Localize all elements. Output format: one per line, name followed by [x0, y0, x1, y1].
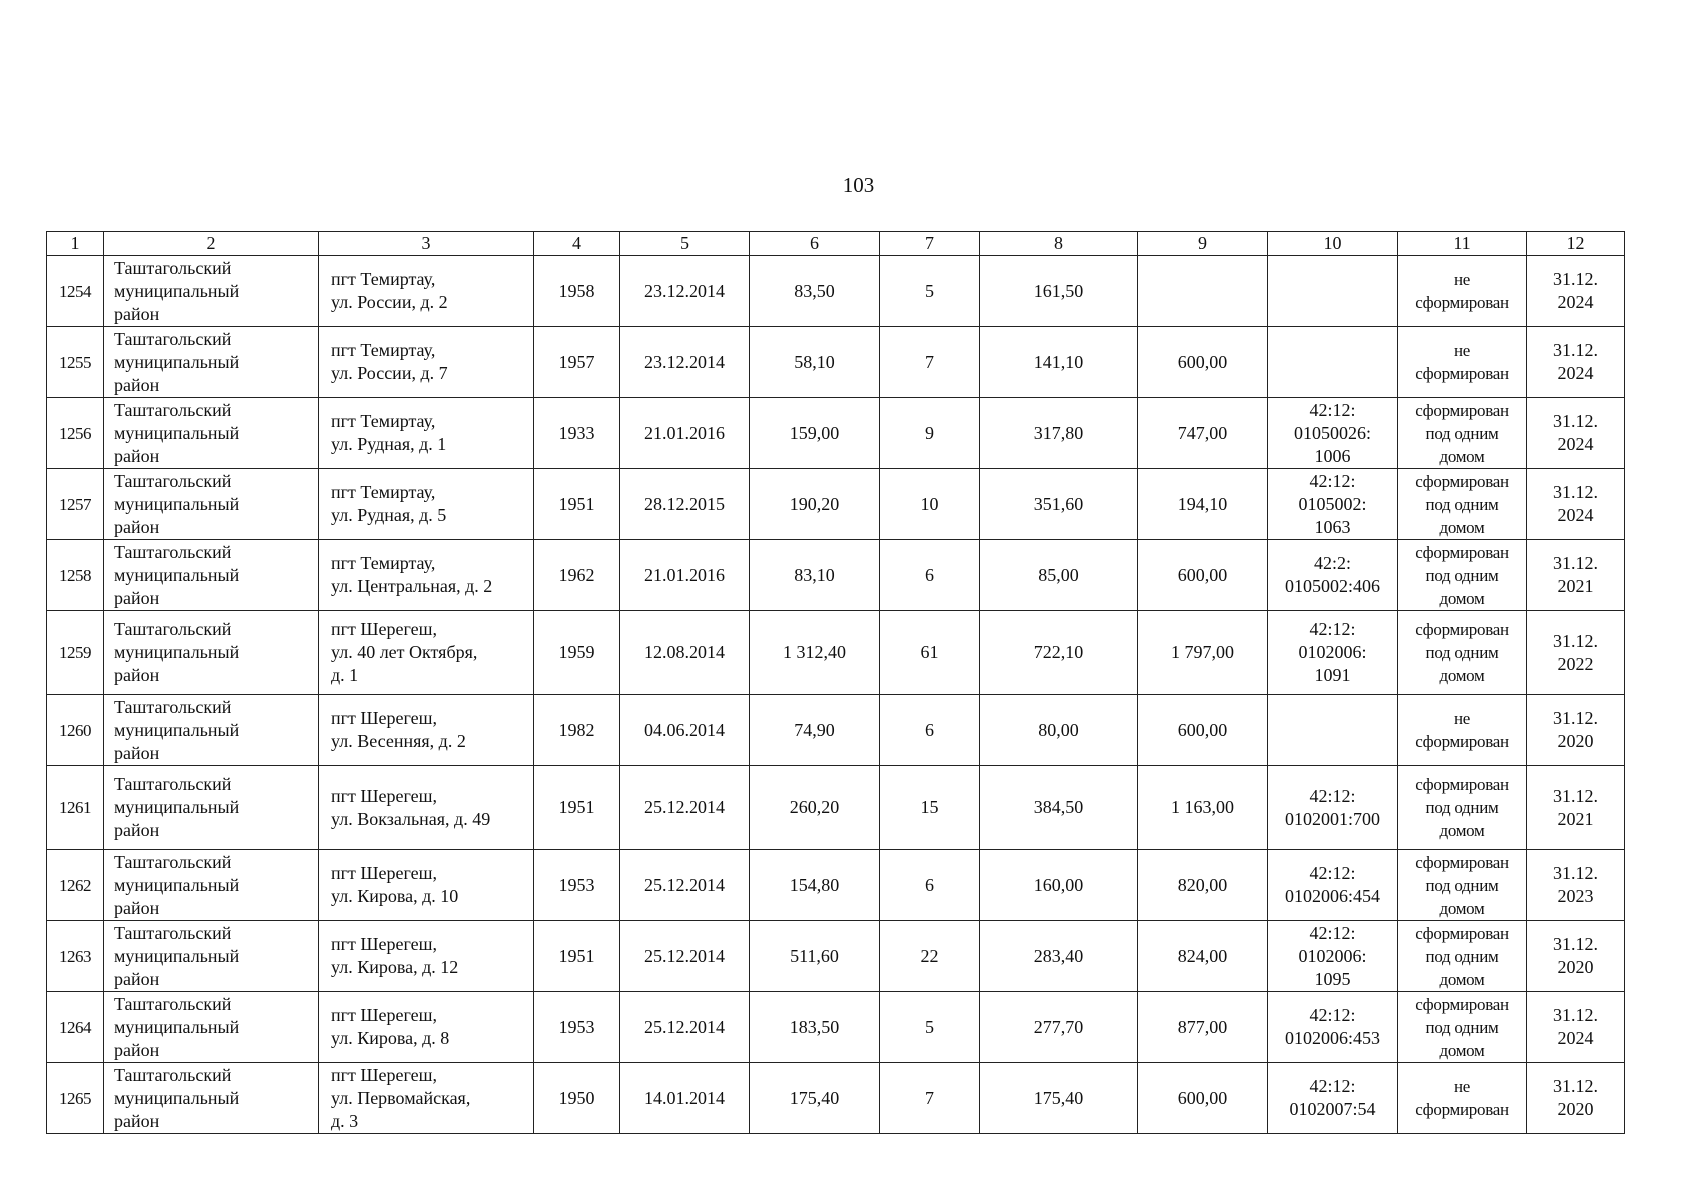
- date-cell: 25.12.2014: [620, 850, 750, 921]
- column-8-cell: 175,40: [980, 1063, 1138, 1134]
- address-cell: пгт Темиртау, ул. Рудная, д. 5: [319, 469, 534, 540]
- table-row: [47, 1063, 1625, 1134]
- build-year-cell: 1959: [534, 611, 620, 695]
- column-7-cell: 9: [880, 398, 980, 469]
- district-cell: Таштагольский муниципальный район: [104, 992, 319, 1063]
- address-cell: пгт Шерегеш, ул. Весенняя, д. 2: [319, 695, 534, 766]
- build-year-cell: 1933: [534, 398, 620, 469]
- deadline-cell: 31.12. 2022: [1527, 611, 1625, 695]
- table-row: [47, 469, 1625, 540]
- cadastral-number-cell: 42:12: 0102006: 1095: [1268, 921, 1398, 992]
- build-year-cell: 1982: [534, 695, 620, 766]
- date-cell: 25.12.2014: [620, 921, 750, 992]
- row-number-cell: 1260: [47, 695, 104, 766]
- district-cell: Таштагольский муниципальный район: [104, 1063, 319, 1134]
- column-6-cell: 159,00: [750, 398, 880, 469]
- column-9-cell: 747,00: [1138, 398, 1268, 469]
- land-plot-status-cell: сформирован под одним домом: [1398, 469, 1527, 540]
- cadastral-number-cell: [1268, 256, 1398, 327]
- column-header: 5: [620, 232, 750, 256]
- column-number-row: [47, 232, 1625, 256]
- row-number-cell: 1264: [47, 992, 104, 1063]
- column-7-cell: 6: [880, 850, 980, 921]
- column-7-cell: 15: [880, 766, 980, 850]
- column-9-cell: 194,10: [1138, 469, 1268, 540]
- date-cell: 25.12.2014: [620, 766, 750, 850]
- column-9-cell: 600,00: [1138, 1063, 1268, 1134]
- row-number-cell: 1256: [47, 398, 104, 469]
- housing-registry-table: [46, 231, 1625, 1134]
- table-row: [47, 398, 1625, 469]
- build-year-cell: 1951: [534, 469, 620, 540]
- deadline-cell: 31.12. 2023: [1527, 850, 1625, 921]
- column-header: 10: [1268, 232, 1398, 256]
- address-cell: пгт Шерегеш, ул. Кирова, д. 12: [319, 921, 534, 992]
- column-6-cell: 260,20: [750, 766, 880, 850]
- land-plot-status-cell: сформирован под одним домом: [1398, 540, 1527, 611]
- column-8-cell: 161,50: [980, 256, 1138, 327]
- build-year-cell: 1957: [534, 327, 620, 398]
- address-cell: пгт Шерегеш, ул. 40 лет Октября, д. 1: [319, 611, 534, 695]
- build-year-cell: 1962: [534, 540, 620, 611]
- build-year-cell: 1950: [534, 1063, 620, 1134]
- deadline-cell: 31.12. 2020: [1527, 921, 1625, 992]
- table-row: [47, 256, 1625, 327]
- column-9-cell: 1 797,00: [1138, 611, 1268, 695]
- column-6-cell: 511,60: [750, 921, 880, 992]
- column-7-cell: 7: [880, 327, 980, 398]
- district-cell: Таштагольский муниципальный район: [104, 327, 319, 398]
- land-plot-status-cell: сформирован под одним домом: [1398, 850, 1527, 921]
- table-row: [47, 540, 1625, 611]
- column-6-cell: 83,50: [750, 256, 880, 327]
- build-year-cell: 1951: [534, 766, 620, 850]
- table-row: [47, 695, 1625, 766]
- row-number-cell: 1265: [47, 1063, 104, 1134]
- deadline-cell: 31.12. 2020: [1527, 695, 1625, 766]
- column-7-cell: 10: [880, 469, 980, 540]
- table-row: [47, 766, 1625, 850]
- column-header: 12: [1527, 232, 1625, 256]
- address-cell: пгт Темиртау, ул. России, д. 2: [319, 256, 534, 327]
- address-cell: пгт Шерегеш, ул. Первомайская, д. 3: [319, 1063, 534, 1134]
- district-cell: Таштагольский муниципальный район: [104, 398, 319, 469]
- column-7-cell: 6: [880, 540, 980, 611]
- date-cell: 14.01.2014: [620, 1063, 750, 1134]
- column-6-cell: 190,20: [750, 469, 880, 540]
- district-cell: Таштагольский муниципальный район: [104, 850, 319, 921]
- column-6-cell: 83,10: [750, 540, 880, 611]
- build-year-cell: 1951: [534, 921, 620, 992]
- row-number-cell: 1261: [47, 766, 104, 850]
- column-6-cell: 1 312,40: [750, 611, 880, 695]
- table-row: [47, 611, 1625, 695]
- build-year-cell: 1953: [534, 850, 620, 921]
- address-cell: пгт Темиртау, ул. Центральная, д. 2: [319, 540, 534, 611]
- column-7-cell: 5: [880, 992, 980, 1063]
- date-cell: 12.08.2014: [620, 611, 750, 695]
- column-9-cell: 600,00: [1138, 540, 1268, 611]
- deadline-cell: 31.12. 2024: [1527, 327, 1625, 398]
- column-header: 4: [534, 232, 620, 256]
- row-number-cell: 1259: [47, 611, 104, 695]
- column-8-cell: 141,10: [980, 327, 1138, 398]
- column-header: 9: [1138, 232, 1268, 256]
- row-number-cell: 1258: [47, 540, 104, 611]
- district-cell: Таштагольский муниципальный район: [104, 256, 319, 327]
- column-header: 11: [1398, 232, 1527, 256]
- column-header: 2: [104, 232, 319, 256]
- column-8-cell: 277,70: [980, 992, 1138, 1063]
- column-6-cell: 183,50: [750, 992, 880, 1063]
- district-cell: Таштагольский муниципальный район: [104, 695, 319, 766]
- land-plot-status-cell: не сформирован: [1398, 1063, 1527, 1134]
- row-number-cell: 1257: [47, 469, 104, 540]
- column-8-cell: 317,80: [980, 398, 1138, 469]
- row-number-cell: 1255: [47, 327, 104, 398]
- table-row: [47, 921, 1625, 992]
- date-cell: 21.01.2016: [620, 398, 750, 469]
- column-9-cell: 600,00: [1138, 327, 1268, 398]
- column-8-cell: 160,00: [980, 850, 1138, 921]
- deadline-cell: 31.12. 2024: [1527, 256, 1625, 327]
- row-number-cell: 1262: [47, 850, 104, 921]
- date-cell: 04.06.2014: [620, 695, 750, 766]
- column-8-cell: 384,50: [980, 766, 1138, 850]
- column-6-cell: 58,10: [750, 327, 880, 398]
- cadastral-number-cell: 42:12: 0102006:453: [1268, 992, 1398, 1063]
- column-header: 6: [750, 232, 880, 256]
- page-number: 103: [842, 173, 875, 197]
- column-8-cell: 283,40: [980, 921, 1138, 992]
- land-plot-status-cell: не сформирован: [1398, 695, 1527, 766]
- land-plot-status-cell: сформирован под одним домом: [1398, 398, 1527, 469]
- land-plot-status-cell: сформирован под одним домом: [1398, 766, 1527, 850]
- build-year-cell: 1958: [534, 256, 620, 327]
- address-cell: пгт Темиртау, ул. Рудная, д. 1: [319, 398, 534, 469]
- land-plot-status-cell: сформирован под одним домом: [1398, 921, 1527, 992]
- build-year-cell: 1953: [534, 992, 620, 1063]
- column-9-cell: 824,00: [1138, 921, 1268, 992]
- district-cell: Таштагольский муниципальный район: [104, 469, 319, 540]
- column-9-cell: 820,00: [1138, 850, 1268, 921]
- deadline-cell: 31.12. 2020: [1527, 1063, 1625, 1134]
- land-plot-status-cell: не сформирован: [1398, 327, 1527, 398]
- table-row: [47, 992, 1625, 1063]
- deadline-cell: 31.12. 2021: [1527, 540, 1625, 611]
- cadastral-number-cell: 42:12: 0105002: 1063: [1268, 469, 1398, 540]
- district-cell: Таштагольский муниципальный район: [104, 921, 319, 992]
- column-6-cell: 154,80: [750, 850, 880, 921]
- column-9-cell: 877,00: [1138, 992, 1268, 1063]
- cadastral-number-cell: 42:12: 0102006:454: [1268, 850, 1398, 921]
- column-8-cell: 722,10: [980, 611, 1138, 695]
- column-header: 8: [980, 232, 1138, 256]
- land-plot-status-cell: не сформирован: [1398, 256, 1527, 327]
- column-8-cell: 85,00: [980, 540, 1138, 611]
- deadline-cell: 31.12. 2024: [1527, 992, 1625, 1063]
- column-7-cell: 61: [880, 611, 980, 695]
- column-6-cell: 74,90: [750, 695, 880, 766]
- column-9-cell: 600,00: [1138, 695, 1268, 766]
- cadastral-number-cell: 42:12: 0102007:54: [1268, 1063, 1398, 1134]
- column-8-cell: 351,60: [980, 469, 1138, 540]
- cadastral-number-cell: [1268, 327, 1398, 398]
- column-7-cell: 7: [880, 1063, 980, 1134]
- deadline-cell: 31.12. 2024: [1527, 398, 1625, 469]
- date-cell: 21.01.2016: [620, 540, 750, 611]
- column-header: 3: [319, 232, 534, 256]
- table-body: [47, 232, 1625, 1134]
- district-cell: Таштагольский муниципальный район: [104, 611, 319, 695]
- column-9-cell: 1 163,00: [1138, 766, 1268, 850]
- land-plot-status-cell: сформирован под одним домом: [1398, 992, 1527, 1063]
- date-cell: 25.12.2014: [620, 992, 750, 1063]
- cadastral-number-cell: 42:12: 01050026: 1006: [1268, 398, 1398, 469]
- column-8-cell: 80,00: [980, 695, 1138, 766]
- column-header: 7: [880, 232, 980, 256]
- table-row: [47, 327, 1625, 398]
- deadline-cell: 31.12. 2024: [1527, 469, 1625, 540]
- address-cell: пгт Шерегеш, ул. Вокзальная, д. 49: [319, 766, 534, 850]
- cadastral-number-cell: 42:12: 0102001:700: [1268, 766, 1398, 850]
- address-cell: пгт Темиртау, ул. России, д. 7: [319, 327, 534, 398]
- column-7-cell: 5: [880, 256, 980, 327]
- column-7-cell: 6: [880, 695, 980, 766]
- row-number-cell: 1263: [47, 921, 104, 992]
- column-7-cell: 22: [880, 921, 980, 992]
- date-cell: 28.12.2015: [620, 469, 750, 540]
- cadastral-number-cell: 42:12: 0102006: 1091: [1268, 611, 1398, 695]
- cadastral-number-cell: [1268, 695, 1398, 766]
- address-cell: пгт Шерегеш, ул. Кирова, д. 8: [319, 992, 534, 1063]
- table-row: [47, 850, 1625, 921]
- deadline-cell: 31.12. 2021: [1527, 766, 1625, 850]
- date-cell: 23.12.2014: [620, 256, 750, 327]
- cadastral-number-cell: 42:2: 0105002:406: [1268, 540, 1398, 611]
- date-cell: 23.12.2014: [620, 327, 750, 398]
- district-cell: Таштагольский муниципальный район: [104, 540, 319, 611]
- district-cell: Таштагольский муниципальный район: [104, 766, 319, 850]
- column-6-cell: 175,40: [750, 1063, 880, 1134]
- row-number-cell: 1254: [47, 256, 104, 327]
- column-9-cell: [1138, 256, 1268, 327]
- column-header: 1: [47, 232, 104, 256]
- land-plot-status-cell: сформирован под одним домом: [1398, 611, 1527, 695]
- address-cell: пгт Шерегеш, ул. Кирова, д. 10: [319, 850, 534, 921]
